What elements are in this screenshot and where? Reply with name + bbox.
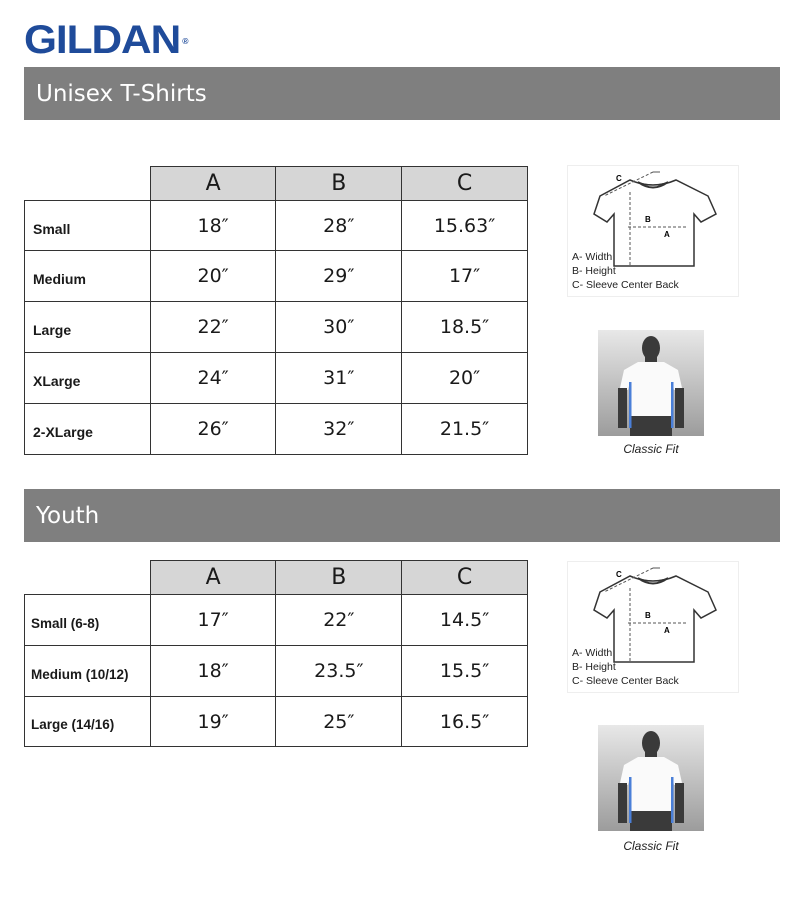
column-header-a: A bbox=[150, 167, 276, 201]
value-b: 25″ bbox=[276, 697, 402, 747]
value-c: 18.5″ bbox=[402, 302, 528, 353]
diagram-label-b: B bbox=[645, 611, 651, 620]
value-c: 20″ bbox=[402, 353, 528, 404]
value-b: 32″ bbox=[276, 404, 402, 455]
table-row bbox=[25, 353, 528, 404]
gildan-logo bbox=[24, 18, 188, 62]
fit-caption: Classic Fit bbox=[623, 839, 679, 853]
diagram-label-c: C bbox=[616, 570, 622, 579]
column-header-b: B bbox=[276, 561, 402, 595]
diagram-label-c: C bbox=[616, 174, 622, 183]
size-label: Small bbox=[25, 201, 151, 251]
size-table-unisex bbox=[24, 166, 528, 455]
table-row bbox=[25, 697, 528, 747]
column-header-c: C bbox=[402, 167, 528, 201]
value-c: 21.5″ bbox=[402, 404, 528, 455]
value-a: 20″ bbox=[150, 251, 276, 302]
legend-width: A- Width bbox=[572, 647, 613, 659]
size-label: Large bbox=[25, 302, 151, 353]
table-header-row bbox=[25, 167, 528, 201]
value-c: 14.5″ bbox=[402, 595, 528, 646]
value-a: 22″ bbox=[150, 302, 276, 353]
classic-fit-model-image bbox=[598, 330, 704, 436]
legend-sleeve: C- Sleeve Center Back bbox=[572, 279, 679, 291]
column-header-a: A bbox=[150, 561, 276, 595]
fit-caption: Classic Fit bbox=[623, 442, 679, 456]
section-title: Youth bbox=[36, 503, 100, 529]
value-c: 16.5″ bbox=[402, 697, 528, 747]
table-row bbox=[25, 595, 528, 646]
section-header-unisex bbox=[24, 67, 780, 120]
size-label: XLarge bbox=[25, 353, 151, 404]
value-a: 18″ bbox=[150, 646, 276, 697]
column-header-b: B bbox=[276, 167, 402, 201]
diagram-legend bbox=[572, 250, 679, 292]
value-a: 18″ bbox=[150, 201, 276, 251]
table-row bbox=[25, 646, 528, 697]
value-b: 23.5″ bbox=[276, 646, 402, 697]
value-c: 15.5″ bbox=[402, 646, 528, 697]
size-label: Medium bbox=[25, 251, 151, 302]
column-header-c: C bbox=[402, 561, 528, 595]
size-label: Large (14/16) bbox=[25, 697, 151, 747]
table-header-row bbox=[25, 561, 528, 595]
value-b: 28″ bbox=[276, 201, 402, 251]
section-title: Unisex T-Shirts bbox=[36, 81, 207, 107]
table-row bbox=[25, 201, 528, 251]
legend-sleeve: C- Sleeve Center Back bbox=[572, 675, 679, 687]
table-row bbox=[25, 404, 528, 455]
size-label: 2-XLarge bbox=[25, 404, 151, 455]
value-a: 19″ bbox=[150, 697, 276, 747]
value-b: 30″ bbox=[276, 302, 402, 353]
diagram-label-a: A bbox=[664, 626, 670, 635]
size-label: Small (6-8) bbox=[25, 595, 151, 646]
header-blank-cell bbox=[25, 167, 151, 201]
brand-name: GILDAN bbox=[24, 18, 181, 62]
value-b: 29″ bbox=[276, 251, 402, 302]
table-row bbox=[25, 302, 528, 353]
tshirt-measurement-diagram bbox=[567, 561, 739, 693]
diagram-legend bbox=[572, 646, 679, 688]
size-table-youth bbox=[24, 560, 528, 747]
value-a: 24″ bbox=[150, 353, 276, 404]
diagram-label-a: A bbox=[664, 230, 670, 239]
classic-fit-model-image bbox=[598, 725, 704, 831]
value-a: 17″ bbox=[150, 595, 276, 646]
value-c: 17″ bbox=[402, 251, 528, 302]
table-row bbox=[25, 251, 528, 302]
size-label: Medium (10/12) bbox=[25, 646, 151, 697]
section-header-youth bbox=[24, 489, 780, 542]
value-b: 31″ bbox=[276, 353, 402, 404]
value-c: 15.63″ bbox=[402, 201, 528, 251]
legend-height: B- Height bbox=[572, 265, 616, 277]
value-b: 22″ bbox=[276, 595, 402, 646]
legend-width: A- Width bbox=[572, 251, 613, 263]
header-blank-cell bbox=[25, 561, 151, 595]
legend-height: B- Height bbox=[572, 661, 616, 673]
diagram-label-b: B bbox=[645, 215, 651, 224]
tshirt-measurement-diagram bbox=[567, 165, 739, 297]
registered-mark: ® bbox=[182, 37, 188, 46]
value-a: 26″ bbox=[150, 404, 276, 455]
